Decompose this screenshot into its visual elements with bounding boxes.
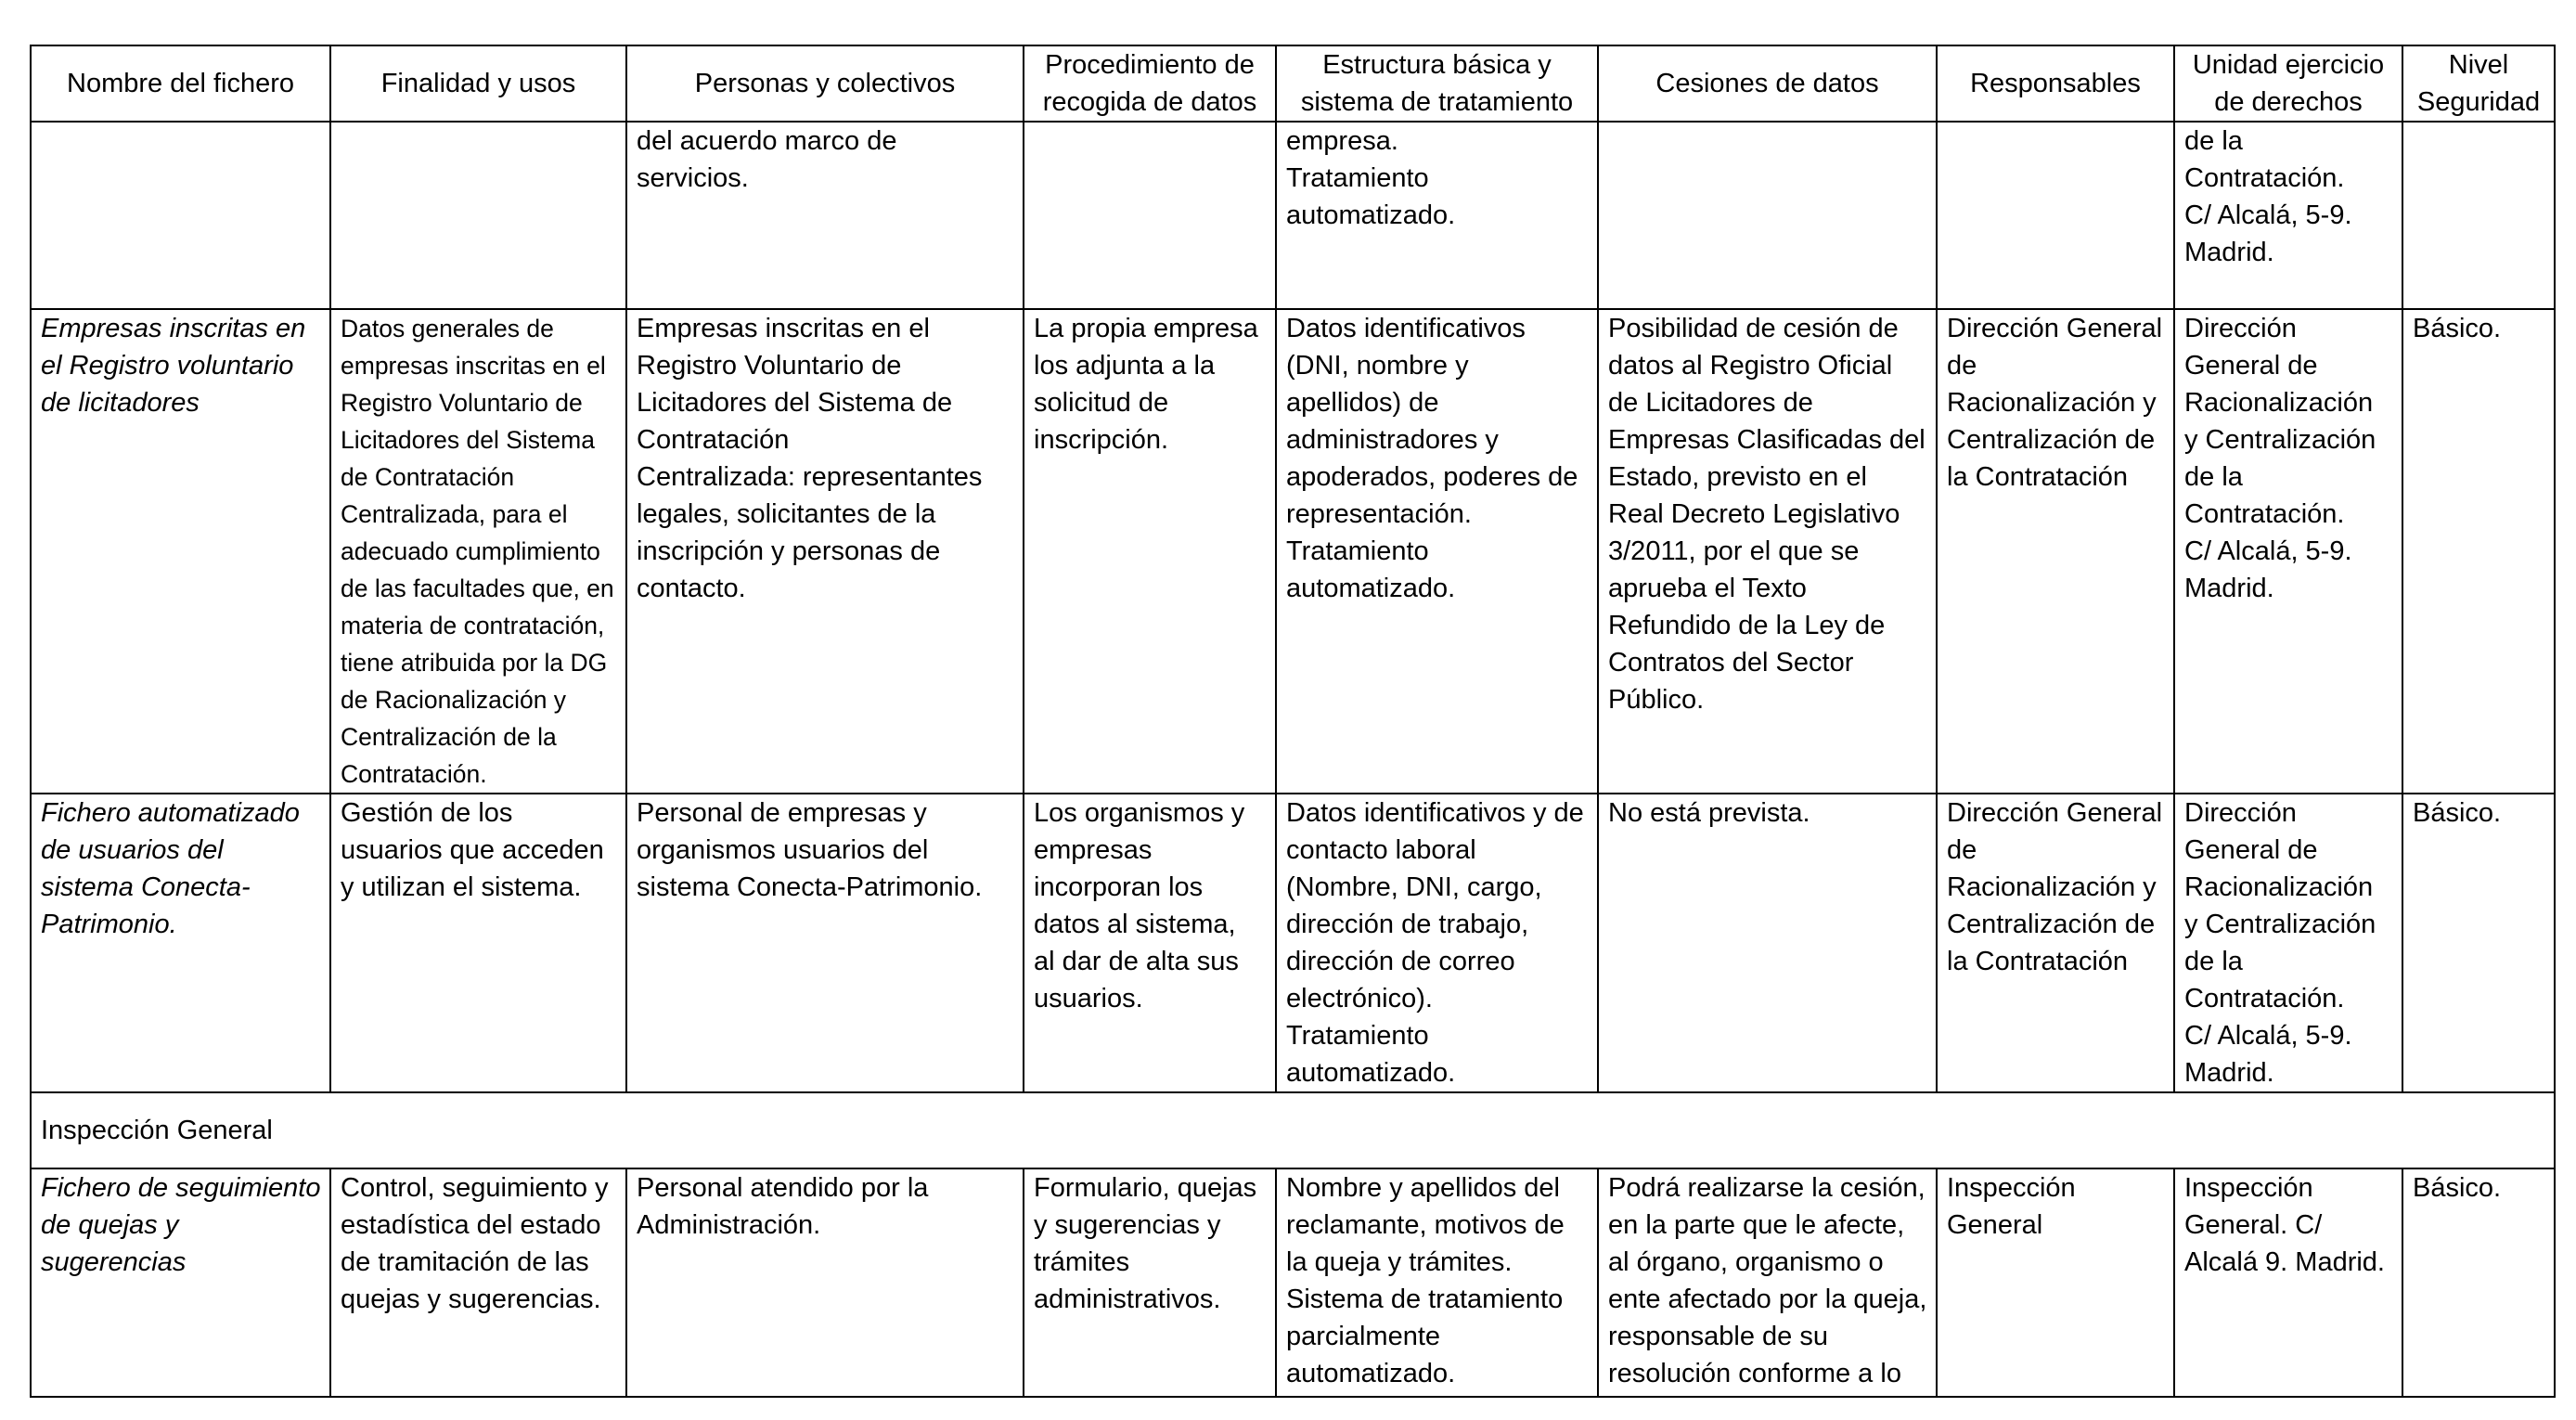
cell-unidad: de la Contratación. C/ Alcalá, 5-9. Madrid. <box>2174 122 2402 309</box>
cell-cesiones: Podrá realizarse la cesión, en la parte que le afecte, al órgano, organismo o ente afectado por la queja, responsable de su resolución conforme a lo <box>1598 1168 1937 1397</box>
table-row <box>31 1168 2555 1397</box>
header-cesiones: Cesiones de datos <box>1598 45 1937 122</box>
cell-nombre: Fichero de seguimiento de quejas y sugerencias <box>31 1168 330 1397</box>
section-row <box>31 1092 2555 1168</box>
cell-estructura: Nombre y apellidos del reclamante, motivos de la queja y trámites. Sistema de tratamiento parcialmente automatizado. <box>1276 1168 1598 1397</box>
header-estructura: Estructura básica y sistema de tratamiento <box>1276 45 1598 122</box>
cell-procedimiento: Los organismos y empresas incorporan los datos al sistema, al dar de alta sus usuarios. <box>1024 794 1276 1092</box>
cell-nivel <box>2402 122 2555 309</box>
cell-personas: Empresas inscritas en el Registro Voluntario de Licitadores del Sistema de Contratación Centralizada: representantes legales, solicitantes de la inscripción y personas de contacto. <box>626 309 1024 794</box>
section-title: Inspección General <box>31 1092 2555 1168</box>
cell-cesiones: Posibilidad de cesión de datos al Registro Oficial de Licitadores de Empresas Clasificadas del Estado, previsto en el Real Decreto Legislativo 3/2011, por el que se aprueba el Texto Refundido de la Ley de Contratos del Sector Público. <box>1598 309 1937 794</box>
cell-estructura: empresa. Tratamiento automatizado. <box>1276 122 1598 309</box>
cell-responsables: Dirección General de Racionalización y Centralización de la Contratación <box>1937 794 2174 1092</box>
cell-procedimiento <box>1024 122 1276 309</box>
cell-personas: Personal de empresas y organismos usuarios del sistema Conecta-Patrimonio. <box>626 794 1024 1092</box>
cell-unidad: Dirección General de Racionalización y Centralización de la Contratación. C/ Alcalá, 5-9. Madrid. <box>2174 309 2402 794</box>
cell-unidad: Inspección General. C/ Alcalá 9. Madrid. <box>2174 1168 2402 1397</box>
header-nivel: Nivel Seguridad <box>2402 45 2555 122</box>
cell-finalidad: Control, seguimiento y estadística del estado de tramitación de las quejas y sugerencias. <box>330 1168 626 1397</box>
cell-nombre: Fichero automatizado de usuarios del sistema Conecta- Patrimonio. <box>31 794 330 1092</box>
cell-nombre <box>31 122 330 309</box>
table-row <box>31 122 2555 309</box>
header-personas: Personas y colectivos <box>626 45 1024 122</box>
cell-nivel: Básico. <box>2402 309 2555 794</box>
cell-procedimiento: La propia empresa los adjunta a la solicitud de inscripción. <box>1024 309 1276 794</box>
cell-responsables <box>1937 122 2174 309</box>
cell-nivel: Básico. <box>2402 1168 2555 1397</box>
table-row <box>31 794 2555 1092</box>
data-files-table <box>30 45 2556 1398</box>
cell-estructura: Datos identificativos (DNI, nombre y apellidos) de administradores y apoderados, poderes de representación. Tratamiento automatizado. <box>1276 309 1598 794</box>
cell-finalidad: Gestión de los usuarios que acceden y utilizan el sistema. <box>330 794 626 1092</box>
header-procedimiento: Procedimiento de recogida de datos <box>1024 45 1276 122</box>
cell-cesiones: No está prevista. <box>1598 794 1937 1092</box>
cell-estructura: Datos identificativos y de contacto laboral (Nombre, DNI, cargo, dirección de trabajo, dirección de correo electrónico). Tratamiento automatizado. <box>1276 794 1598 1092</box>
cell-cesiones <box>1598 122 1937 309</box>
cell-personas: del acuerdo marco de servicios. <box>626 122 1024 309</box>
cell-personas: Personal atendido por la Administración. <box>626 1168 1024 1397</box>
cell-unidad: Dirección General de Racionalización y Centralización de la Contratación. C/ Alcalá, 5-9. Madrid. <box>2174 794 2402 1092</box>
cell-nivel: Básico. <box>2402 794 2555 1092</box>
header-nombre: Nombre del fichero <box>31 45 330 122</box>
cell-nombre: Empresas inscritas en el Registro voluntario de licitadores <box>31 309 330 794</box>
header-finalidad: Finalidad y usos <box>330 45 626 122</box>
cell-responsables: Dirección General de Racionalización y Centralización de la Contratación <box>1937 309 2174 794</box>
table-header-row <box>31 45 2555 122</box>
cell-procedimiento: Formulario, quejas y sugerencias y trámites administrativos. <box>1024 1168 1276 1397</box>
cell-responsables: Inspección General <box>1937 1168 2174 1397</box>
cell-finalidad: Datos generales de empresas inscritas en el Registro Voluntario de Licitadores del Sistema de Contratación Centralizada, para el adecuado cumplimiento de las facultades que, en materia de contratación, tiene atribuida por la DG de Racionalización y Centralización de la Contratación. <box>330 309 626 794</box>
table-row <box>31 309 2555 794</box>
header-responsables: Responsables <box>1937 45 2174 122</box>
cell-finalidad <box>330 122 626 309</box>
header-unidad: Unidad ejercicio de derechos <box>2174 45 2402 122</box>
